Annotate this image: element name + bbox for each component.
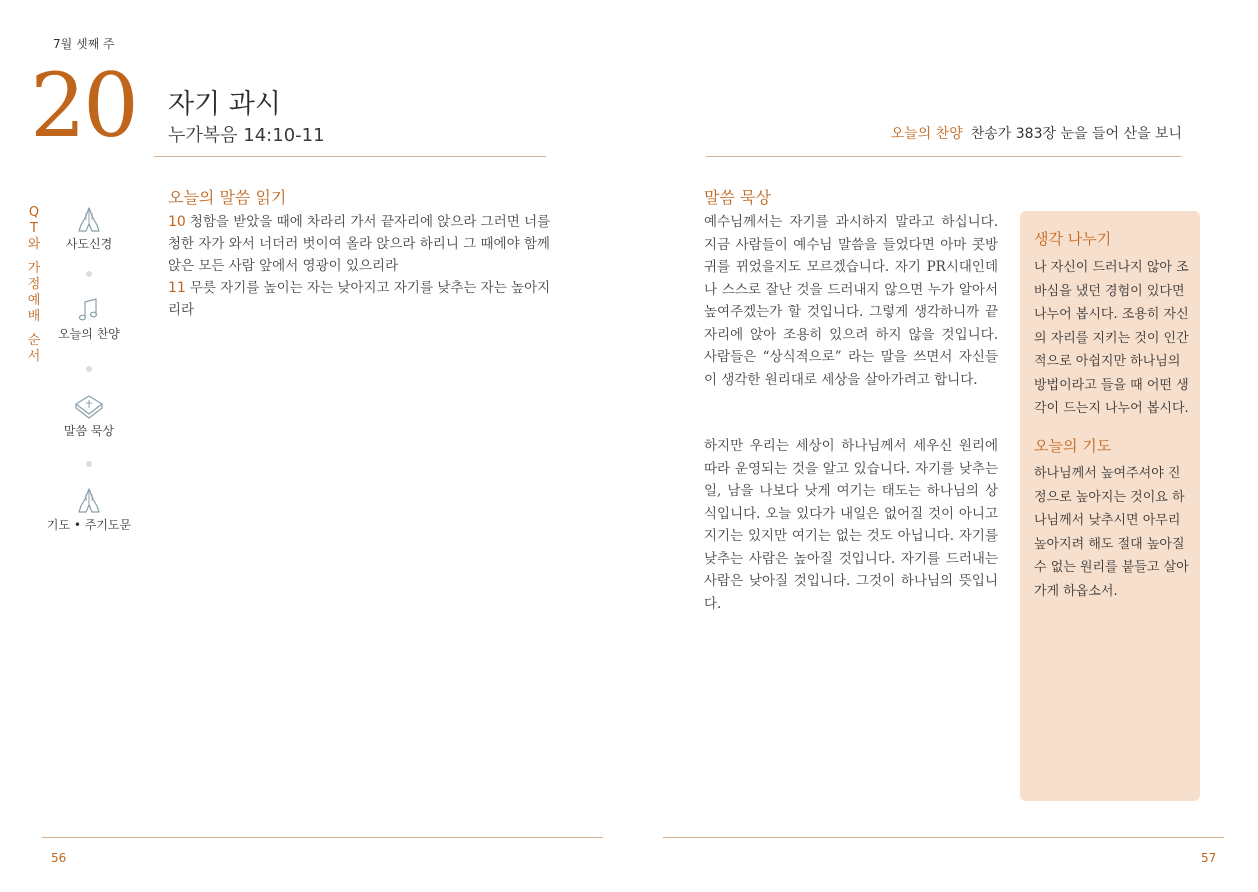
step-separator-dot (86, 461, 92, 467)
footer-divider-right (663, 837, 1224, 838)
prayer-text: 하나님께서 높여주셔야 진정으로 높아지는 것이요 하나님께서 낮추시면 아무리 높아지려 해도 절대 높아질 수 없는 원리를 붙들고 살아가게 하옵소서. (1034, 466, 1189, 599)
vertical-char: 배 (27, 309, 41, 324)
step-apostles-creed (40, 205, 138, 252)
step-meditation (40, 392, 138, 439)
prayer-heading: 오늘의 기도 (1034, 437, 1112, 455)
vertical-section-label (27, 205, 41, 365)
reading-text (168, 211, 553, 321)
discussion-box (1020, 211, 1200, 801)
share-heading: 생각 나누기 (1034, 230, 1112, 248)
bible-icon (73, 392, 105, 420)
vertical-char: 가 (27, 261, 41, 276)
verse-text: 청함을 받았을 때에 차라리 가서 끝자리에 앉으라 그러면 너를 청한 자가 와서 너더러 벗이여 올라 앉으라 하리니 그 때에야 함께 앉은 모든 사람 앞에서 영광이 있으리라 (168, 214, 551, 274)
step-label: 말씀 묵상 (63, 424, 115, 438)
verse-number: 11 (168, 280, 186, 296)
footer-divider-left (42, 837, 603, 838)
hymn-label: 오늘의 찬양 (890, 126, 963, 142)
scripture-reference: 누가복음 14:10-11 (168, 125, 325, 146)
verse-number: 10 (168, 214, 186, 230)
header-divider-right (706, 156, 1181, 157)
vertical-char: 와 (27, 237, 41, 252)
vertical-char (27, 325, 41, 333)
music-note-icon (74, 297, 104, 323)
page-number-right: 57 (1201, 851, 1217, 865)
vertical-char: 순 (27, 333, 41, 348)
share-text: 나 자신이 드러나지 않아 조바심을 냈던 경험이 있다면 나누어 봅시다. 조용히 자신의 자리를 지키는 것이 인간적으로 아쉽지만 하나님의 방법이라고 들을 때 어떤 생각이 드는지 나누어 봅시다. (1034, 260, 1189, 416)
step-label: 사도신경 (65, 237, 113, 251)
vertical-char: 정 (27, 277, 41, 292)
step-separator-dot (86, 366, 92, 372)
page-title: 자기 과시 (168, 89, 281, 120)
week-label: 7월 셋째 주 (53, 37, 115, 51)
vertical-char: 서 (27, 349, 41, 364)
reading-heading: 오늘의 말씀 읽기 (168, 188, 287, 207)
vertical-char: Q (28, 205, 40, 220)
page-number-left: 56 (51, 851, 67, 865)
vertical-char: T (30, 221, 38, 236)
step-prayer (40, 486, 138, 533)
praying-hands-icon (74, 486, 104, 514)
meditation-heading: 말씀 묵상 (704, 188, 771, 207)
step-hymn (40, 297, 138, 342)
step-label: 기도 • 주기도문 (46, 518, 132, 532)
praying-hands-icon (74, 205, 104, 233)
step-label: 오늘의 찬양 (58, 327, 120, 341)
day-number: 20 (30, 54, 136, 157)
header-divider-left (154, 156, 546, 157)
hymn-text: 찬송가 383장 눈을 들어 산을 보니 (970, 126, 1182, 142)
vertical-char: 예 (27, 293, 41, 308)
step-separator-dot (86, 271, 92, 277)
meditation-paragraph: 하지만 우리는 세상이 하나님께서 세우신 원리에 따라 운영되는 것을 알고 있습니다. 자기를 낮추는 일, 남을 나보다 낫게 여기는 태도는 하나님의 상식입니다. 오늘 있다가 내일은 없어질 것이 아니고 지기는 있지만 여기는 없는 것도 아닙니다. 자기를 낮추는 사람은 높아질 것입니다. 자기를 드러내는 사람은 낮아질 것입니다. 그것이 하나님의 뜻입니다. (704, 438, 998, 612)
hymn-line (891, 123, 1182, 143)
vertical-char (27, 253, 41, 261)
meditation-paragraph: 예수님께서는 자기를 과시하지 말라고 하십니다. 지금 사람들이 예수님 말씀을 들었다면 아마 콧방귀를 뀌었을지도 모르겠습니다. 자기 PR시대인데 나 스스로 잘난 것을 드러내지 않으면 누가 알아서 높여주겠는가 할 것입니다. 그렇게 생각하니까 끝자리에 앉아 조용히 있으려 하지 않을 것입니다. 사람들은 “상식적으로” 라는 말을 쓰면서 자신들이 생각한 원리대로 세상을 살아가려고 합니다. (704, 214, 998, 388)
verse-text: 무릇 자기를 높이는 자는 낮아지고 자기를 낮추는 자는 높아지리라 (168, 280, 551, 318)
